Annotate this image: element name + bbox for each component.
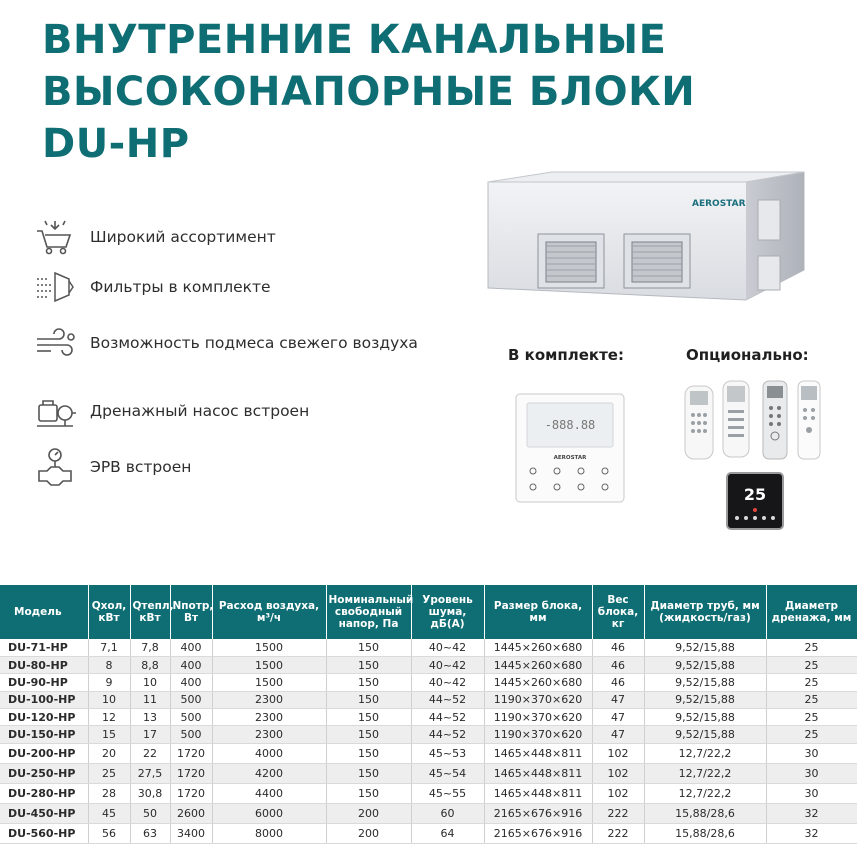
table-cell: 150: [326, 639, 411, 656]
table-cell: 45: [88, 803, 130, 823]
table-cell: 150: [326, 674, 411, 691]
table-row: [0, 709, 857, 726]
table-cell: 1500: [212, 639, 326, 656]
table-header: Диаметр труб, мм (жидкость/газ): [644, 585, 766, 639]
page-title: [42, 14, 802, 170]
optional-label: Опционально:: [686, 346, 809, 364]
feature-text: Широкий ассортимент: [90, 228, 276, 246]
table-cell: 46: [592, 639, 644, 656]
table-cell-model: DU-150-HP: [0, 726, 88, 743]
table-cell: 32: [766, 803, 857, 823]
product-brand-label: AEROSTAR: [692, 199, 746, 209]
feature-item: [30, 388, 309, 434]
table-cell: 6000: [212, 803, 326, 823]
table-cell: 15: [88, 726, 130, 743]
table-cell: 9,52/15,88: [644, 691, 766, 708]
table-cell: 1500: [212, 674, 326, 691]
table-cell: 44~52: [411, 709, 484, 726]
table-cell: 1720: [170, 743, 212, 763]
specifications-table: [0, 585, 857, 844]
table-cell: 17: [130, 726, 170, 743]
product-image: [486, 170, 808, 320]
table-cell: 500: [170, 726, 212, 743]
table-cell: 1190×370×620: [484, 691, 592, 708]
table-cell: 8: [88, 656, 130, 673]
table-cell: 400: [170, 656, 212, 673]
table-row: [0, 803, 857, 823]
table-header-row: [0, 585, 857, 639]
table-cell: 45~55: [411, 783, 484, 803]
table-cell: 20: [88, 743, 130, 763]
fresh-air-icon: [30, 320, 80, 366]
table-cell: 2165×676×916: [484, 803, 592, 823]
feature-item: [30, 214, 276, 260]
table-cell: 4000: [212, 743, 326, 763]
feature-text: Дренажный насос встроен: [90, 402, 310, 420]
table-cell: 40~42: [411, 656, 484, 673]
panel-brand-label: AEROSTAR: [553, 455, 587, 461]
table-cell: 12,7/22,2: [644, 783, 766, 803]
table-cell: 45~54: [411, 763, 484, 783]
table-cell: 63: [130, 823, 170, 843]
table-row: [0, 823, 857, 843]
table-cell: 60: [411, 803, 484, 823]
table-cell: 12: [88, 709, 130, 726]
table-cell: 11: [130, 691, 170, 708]
table-cell: 4200: [212, 763, 326, 783]
table-cell-model: DU-280-HP: [0, 783, 88, 803]
feature-text: Фильтры в комплекте: [90, 278, 271, 296]
table-header: Номинальный свободный напор, Па: [326, 585, 411, 639]
table-cell: 50: [130, 803, 170, 823]
table-cell: 500: [170, 691, 212, 708]
table-cell: 8,8: [130, 656, 170, 673]
table-cell: 222: [592, 803, 644, 823]
shopping-cart-icon: [30, 214, 80, 260]
included-label: В комплекте:: [508, 346, 624, 364]
remote-control-4: [797, 380, 821, 460]
table-cell: 44~52: [411, 691, 484, 708]
table-cell: 25: [766, 674, 857, 691]
table-row: [0, 743, 857, 763]
table-cell: 1500: [212, 656, 326, 673]
table-cell-model: DU-450-HP: [0, 803, 88, 823]
table-cell: 40~42: [411, 674, 484, 691]
table-cell: 12,7/22,2: [644, 743, 766, 763]
table-cell: 40~42: [411, 639, 484, 656]
table-cell-model: DU-120-HP: [0, 709, 88, 726]
table-header: Расход воздуха, м³/ч: [212, 585, 326, 639]
table-cell: 500: [170, 709, 212, 726]
table-cell: 9,52/15,88: [644, 674, 766, 691]
remote-control-1: [684, 385, 714, 460]
table-cell: 9: [88, 674, 130, 691]
table-cell: 1190×370×620: [484, 709, 592, 726]
table-cell: 2300: [212, 726, 326, 743]
table-header: Qтепл, кВт: [130, 585, 170, 639]
table-cell: 30,8: [130, 783, 170, 803]
table-cell: 9,52/15,88: [644, 709, 766, 726]
table-cell: 30: [766, 763, 857, 783]
table-cell: 1445×260×680: [484, 639, 592, 656]
table-cell: 200: [326, 803, 411, 823]
table-header: Nпотр, Вт: [170, 585, 212, 639]
table-cell: 1445×260×680: [484, 674, 592, 691]
panel-display-text: -888.88: [544, 418, 596, 432]
table-cell: 150: [326, 709, 411, 726]
table-cell: 47: [592, 709, 644, 726]
table-cell: 9,52/15,88: [644, 639, 766, 656]
remote-control-2: [722, 380, 750, 458]
table-row: [0, 783, 857, 803]
table-cell: 13: [130, 709, 170, 726]
table-cell: 9,52/15,88: [644, 726, 766, 743]
table-cell: 400: [170, 639, 212, 656]
table-cell: 150: [326, 691, 411, 708]
title-line-1: ВНУТРЕННИЕ КАНАЛЬНЫЕ: [42, 17, 667, 63]
table-cell: 150: [326, 726, 411, 743]
wall-control-panel: [515, 393, 625, 503]
table-cell: 25: [766, 639, 857, 656]
table-cell: 22: [130, 743, 170, 763]
table-cell-model: DU-560-HP: [0, 823, 88, 843]
table-cell: 1720: [170, 783, 212, 803]
table-cell: 9,52/15,88: [644, 656, 766, 673]
table-header: Вес блока, кг: [592, 585, 644, 639]
table-cell: 1465×448×811: [484, 763, 592, 783]
table-cell: 30: [766, 743, 857, 763]
table-cell: 28: [88, 783, 130, 803]
table-cell: 2600: [170, 803, 212, 823]
table-cell-model: DU-200-HP: [0, 743, 88, 763]
table-row: [0, 639, 857, 656]
table-cell: 3400: [170, 823, 212, 843]
table-cell: 102: [592, 783, 644, 803]
table-cell-model: DU-90-HP: [0, 674, 88, 691]
touch-display-text: 25: [743, 485, 767, 504]
table-cell: 10: [130, 674, 170, 691]
table-cell: 222: [592, 823, 644, 843]
feature-text: ЭРВ встроен: [90, 458, 192, 476]
table-cell: 47: [592, 691, 644, 708]
table-cell: 400: [170, 674, 212, 691]
table-cell: 102: [592, 763, 644, 783]
feature-text: Возможность подмеса свежего воздуха: [90, 334, 418, 352]
table-cell: 25: [88, 763, 130, 783]
table-cell-model: DU-80-HP: [0, 656, 88, 673]
table-cell-model: DU-71-HP: [0, 639, 88, 656]
table-cell: 25: [766, 656, 857, 673]
table-cell: 27,5: [130, 763, 170, 783]
table-cell: 25: [766, 726, 857, 743]
table-header: Модель: [0, 585, 88, 639]
title-line-3: DU-HP: [42, 121, 190, 167]
table-cell-model: DU-100-HP: [0, 691, 88, 708]
table-cell: 46: [592, 674, 644, 691]
feature-item: [30, 444, 191, 490]
table-cell: 1445×260×680: [484, 656, 592, 673]
table-cell: 10: [88, 691, 130, 708]
table-cell: 15,88/28,6: [644, 823, 766, 843]
table-cell: 4400: [212, 783, 326, 803]
table-cell: 32: [766, 823, 857, 843]
table-cell: 15,88/28,6: [644, 803, 766, 823]
table-header: Уровень шума, дБ(А): [411, 585, 484, 639]
table-row: [0, 691, 857, 708]
table-cell: 12,7/22,2: [644, 763, 766, 783]
touch-control-panel: [726, 472, 784, 530]
table-cell: 56: [88, 823, 130, 843]
filter-icon: [30, 264, 80, 310]
table-cell: 64: [411, 823, 484, 843]
table-cell: 150: [326, 743, 411, 763]
table-row: [0, 674, 857, 691]
table-cell: 150: [326, 763, 411, 783]
table-cell: 8000: [212, 823, 326, 843]
table-cell-model: DU-250-HP: [0, 763, 88, 783]
table-row: [0, 726, 857, 743]
table-row: [0, 763, 857, 783]
table-cell: 46: [592, 656, 644, 673]
table-cell: 45~53: [411, 743, 484, 763]
drain-pump-icon: [30, 388, 80, 434]
table-cell: 150: [326, 783, 411, 803]
table-header: Размер блока, мм: [484, 585, 592, 639]
table-cell: 150: [326, 656, 411, 673]
table-header: Диаметр дренажа, мм: [766, 585, 857, 639]
table-cell: 2165×676×916: [484, 823, 592, 843]
table-cell: 47: [592, 726, 644, 743]
remote-control-3: [762, 380, 788, 460]
feature-item: [30, 264, 271, 310]
table-cell: 25: [766, 709, 857, 726]
table-cell: 1465×448×811: [484, 743, 592, 763]
table-cell: 7,1: [88, 639, 130, 656]
table-cell: 7,8: [130, 639, 170, 656]
title-line-2: ВЫСОКОНАПОРНЫЕ БЛОКИ: [42, 69, 696, 115]
table-cell: 1190×370×620: [484, 726, 592, 743]
table-row: [0, 656, 857, 673]
table-cell: 44~52: [411, 726, 484, 743]
table-cell: 2300: [212, 709, 326, 726]
table-cell: 1465×448×811: [484, 783, 592, 803]
table-cell: 200: [326, 823, 411, 843]
valve-icon: [30, 444, 80, 490]
table-cell: 102: [592, 743, 644, 763]
table-header: Qхол, кВт: [88, 585, 130, 639]
table-cell: 1720: [170, 763, 212, 783]
table-cell: 2300: [212, 691, 326, 708]
table-cell: 30: [766, 783, 857, 803]
table-cell: 25: [766, 691, 857, 708]
feature-item: [30, 320, 418, 366]
